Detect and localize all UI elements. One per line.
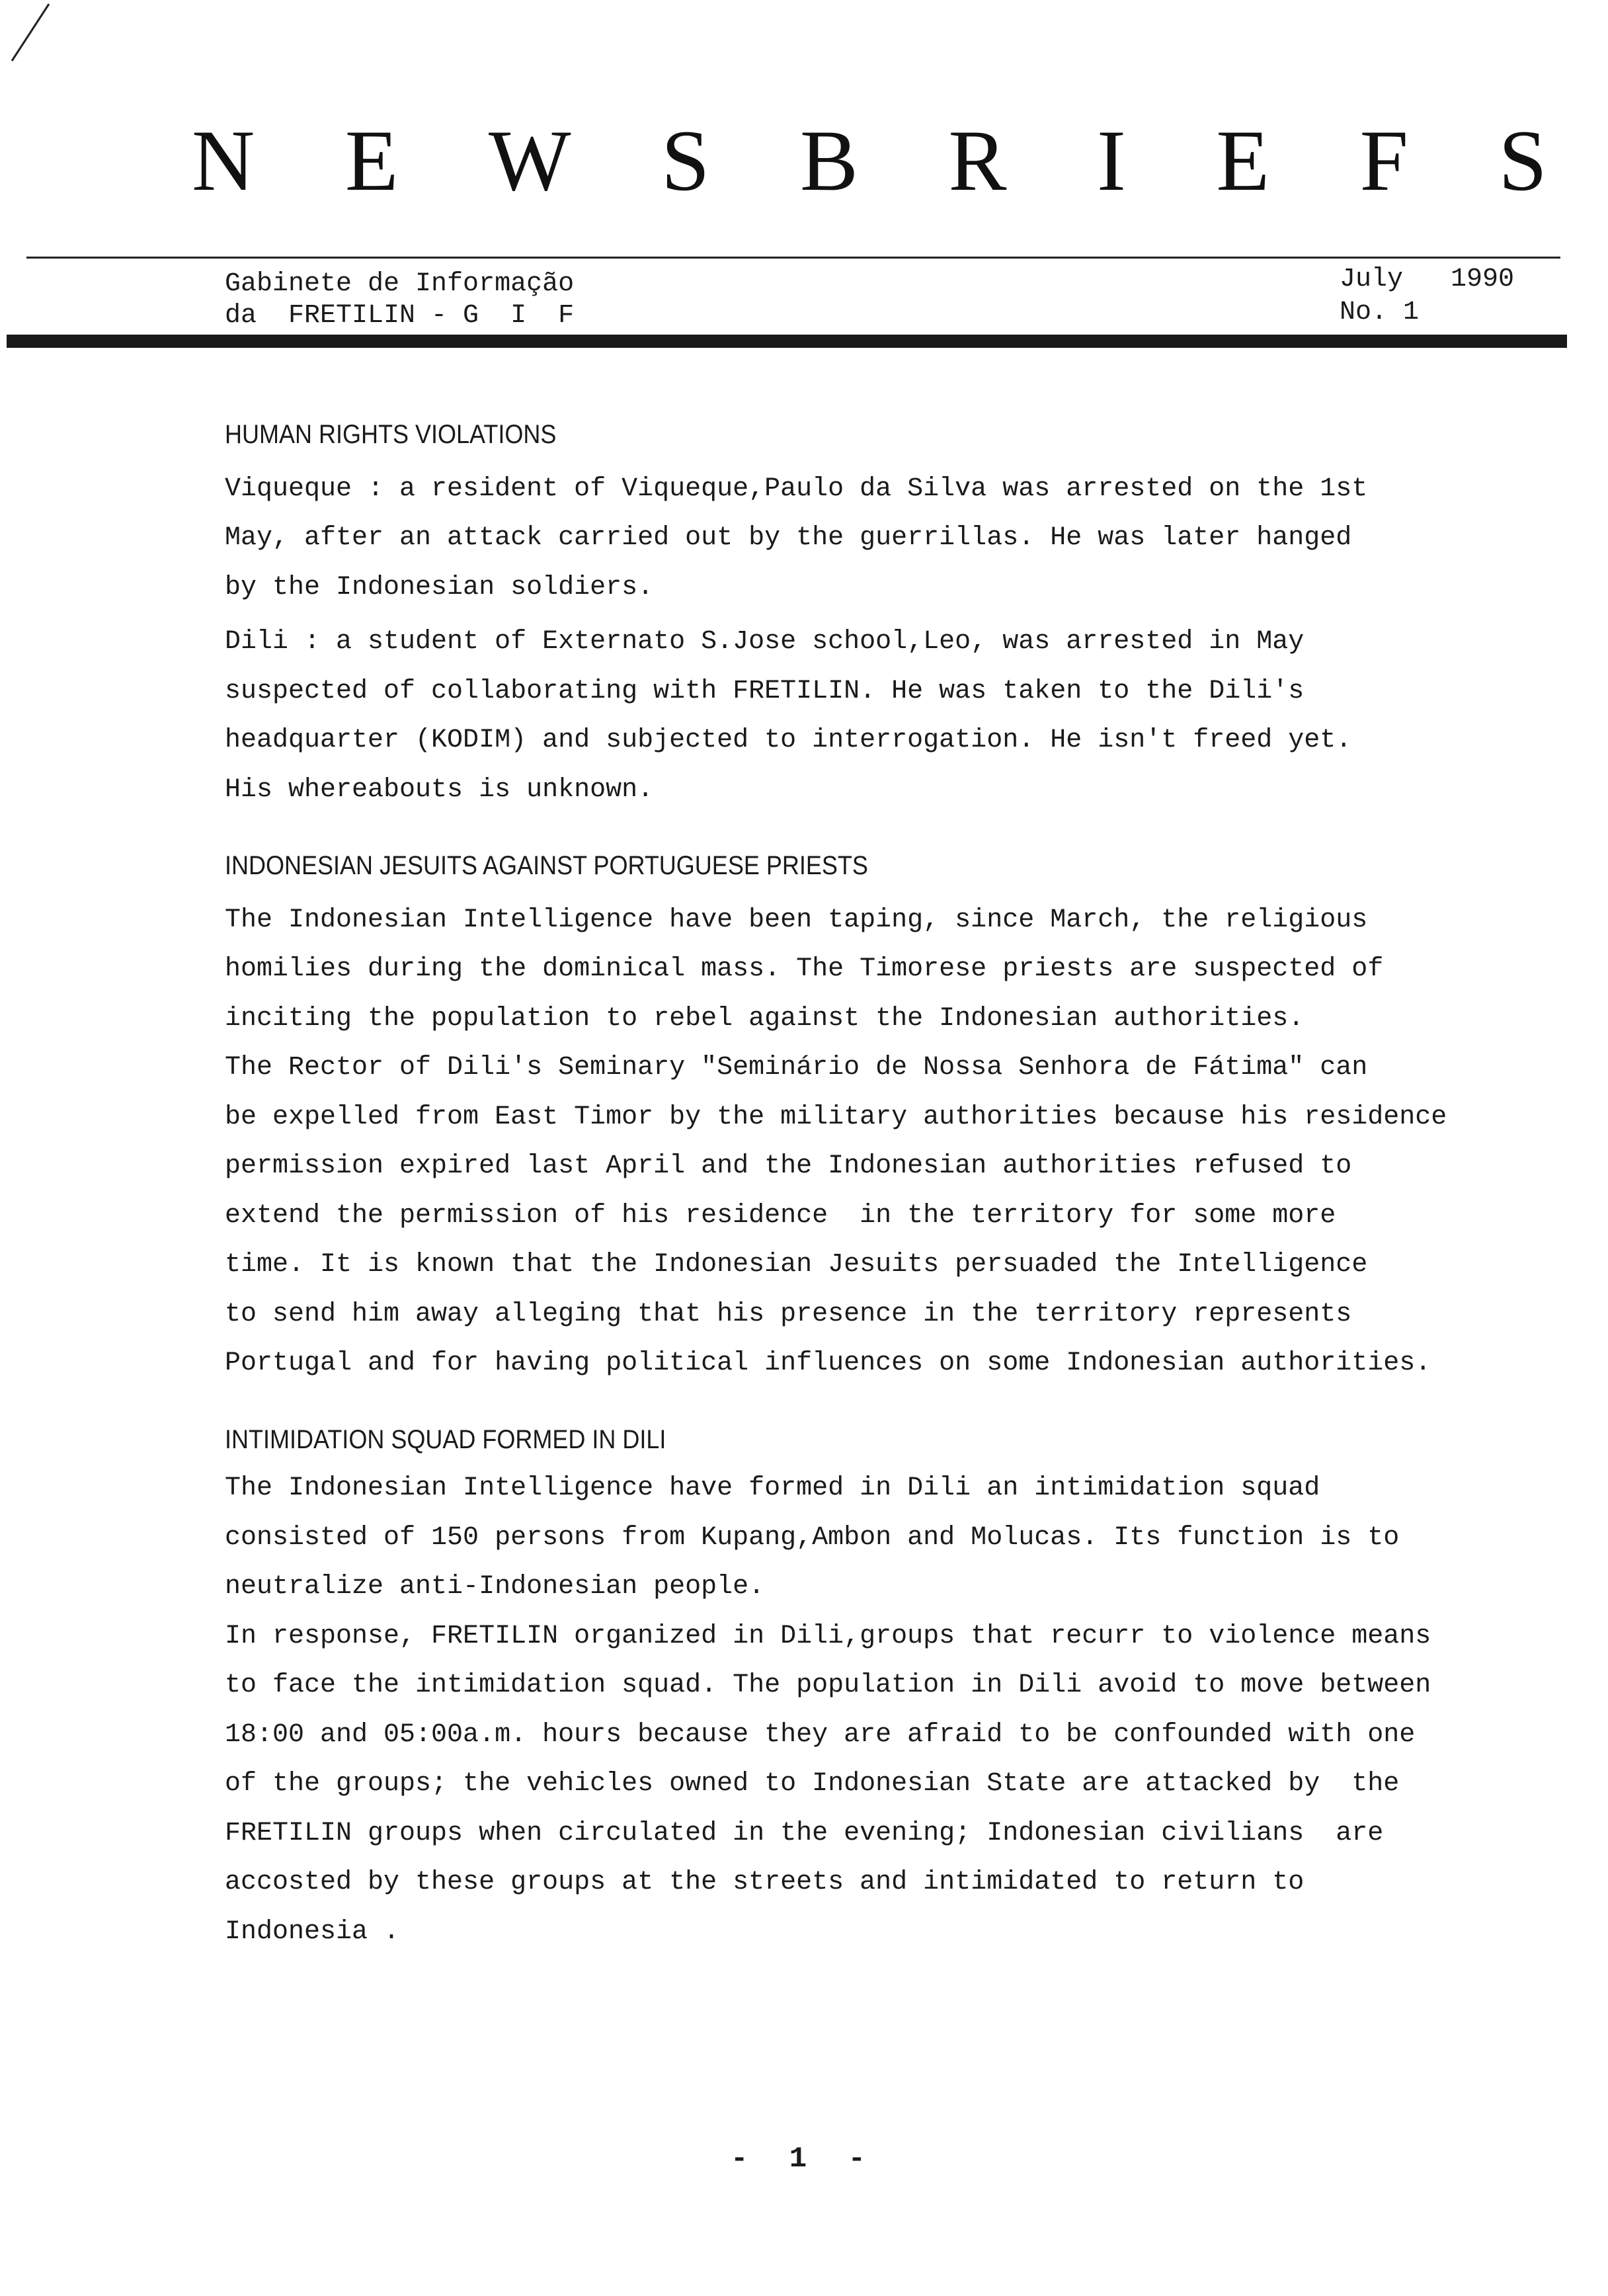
text-line: of the groups; the vehicles owned to Indonesian State are attacked by the: [225, 1769, 1400, 1799]
text-line: accosted by these groups at the streets and intimidated to return to: [225, 1867, 1305, 1897]
text-line: Portugal and for having political influences on some Indonesian authorities.: [225, 1348, 1431, 1378]
header-divider-thick: [7, 335, 1567, 348]
masthead-letter: N: [192, 112, 255, 209]
text-line: extend the permission of his residence in the territory for some more: [225, 1200, 1336, 1231]
masthead-letter: S: [661, 112, 710, 209]
masthead-letter: R: [948, 112, 1007, 209]
publisher-name: Gabinete de Informação: [225, 269, 575, 299]
text-line: 18:00 and 05:00a.m. hours because they are afraid to be confounded with one: [225, 1719, 1416, 1750]
section-heading: INTIMIDATION SQUAD FORMED IN DILI: [225, 1424, 666, 1454]
text-line: be expelled from East Timor by the military authorities because his residence: [225, 1102, 1447, 1132]
paragraph: [225, 618, 1534, 815]
publisher-org: da FRETILIN - G I F: [225, 301, 575, 331]
issue-date: [1340, 263, 1514, 296]
masthead-title: [192, 111, 1547, 210]
text-line: neutralize anti-Indonesian people.: [225, 1572, 765, 1602]
masthead-letter: I: [1096, 112, 1126, 209]
text-line: Dili : a student of Externato S.Jose school,Leo, was arrested in May: [225, 627, 1305, 657]
issue-block: [1340, 263, 1514, 329]
publisher-block: [225, 268, 574, 332]
paragraph: [225, 1464, 1534, 1957]
text-line: permission expired last April and the Indonesian authorities refused to: [225, 1151, 1352, 1181]
header-divider-thin: [26, 257, 1560, 259]
text-line: May, after an attack carried out by the guerrillas. He was later hanged: [225, 523, 1352, 553]
issue-year: 1990: [1451, 265, 1515, 294]
text-line: FRETILIN groups when circulated in the evening; Indonesian civilians are: [225, 1818, 1384, 1848]
text-line: by the Indonesian soldiers.: [225, 572, 654, 602]
masthead-letter: W: [488, 112, 571, 209]
pen-stroke-mark: [9, 3, 69, 62]
text-line: In response, FRETILIN organized in Dili,groups that recurr to violence means: [225, 1621, 1431, 1651]
paragraph: [225, 465, 1534, 613]
masthead-letter: E: [344, 112, 399, 209]
text-line: The Indonesian Intelligence have formed in Dili an intimidation squad: [225, 1473, 1320, 1503]
section-heading: INDONESIAN JESUITS AGAINST PORTUGUESE PRIESTS: [225, 851, 868, 880]
paragraph: [225, 896, 1534, 1389]
page-number: - 1 -: [730, 2143, 878, 2176]
section-heading: HUMAN RIGHTS VIOLATIONS: [225, 420, 557, 449]
text-line: headquarter (KODIM) and subjected to interrogation. He isn't freed yet.: [225, 725, 1352, 755]
masthead-letter: F: [1359, 112, 1408, 209]
text-line: inciting the population to rebel against the Indonesian authorities.: [225, 1003, 1305, 1034]
issue-number: No. 1: [1340, 298, 1420, 327]
masthead-letter: E: [1216, 112, 1270, 209]
article-body: [225, 410, 1534, 1957]
text-line: to face the intimidation squad. The population in Dili avoid to move between: [225, 1670, 1431, 1700]
text-line: The Rector of Dili's Seminary "Seminário de Nossa Senhora de Fátima" can: [225, 1053, 1368, 1083]
masthead-letter: S: [1498, 112, 1547, 209]
text-line: Viqueque : a resident of Viqueque,Paulo da Silva was arrested on the 1st: [225, 473, 1368, 504]
masthead-letter: B: [799, 112, 858, 209]
text-line: consisted of 150 persons from Kupang,Ambon and Molucas. Its function is to: [225, 1522, 1400, 1553]
text-line: Indonesia .: [225, 1916, 400, 1947]
text-line: homilies during the dominical mass. The Timorese priests are suspected of: [225, 954, 1384, 984]
text-line: to send him away alleging that his presence in the territory represents: [225, 1299, 1352, 1329]
text-line: time. It is known that the Indonesian Jesuits persuaded the Intelligence: [225, 1250, 1368, 1280]
text-line: suspected of collaborating with FRETILIN. He was taken to the Dili's: [225, 676, 1305, 706]
issue-month: July: [1340, 265, 1404, 294]
text-line: The Indonesian Intelligence have been taping, since March, the religious: [225, 905, 1368, 935]
text-line: His whereabouts is unknown.: [225, 774, 654, 805]
